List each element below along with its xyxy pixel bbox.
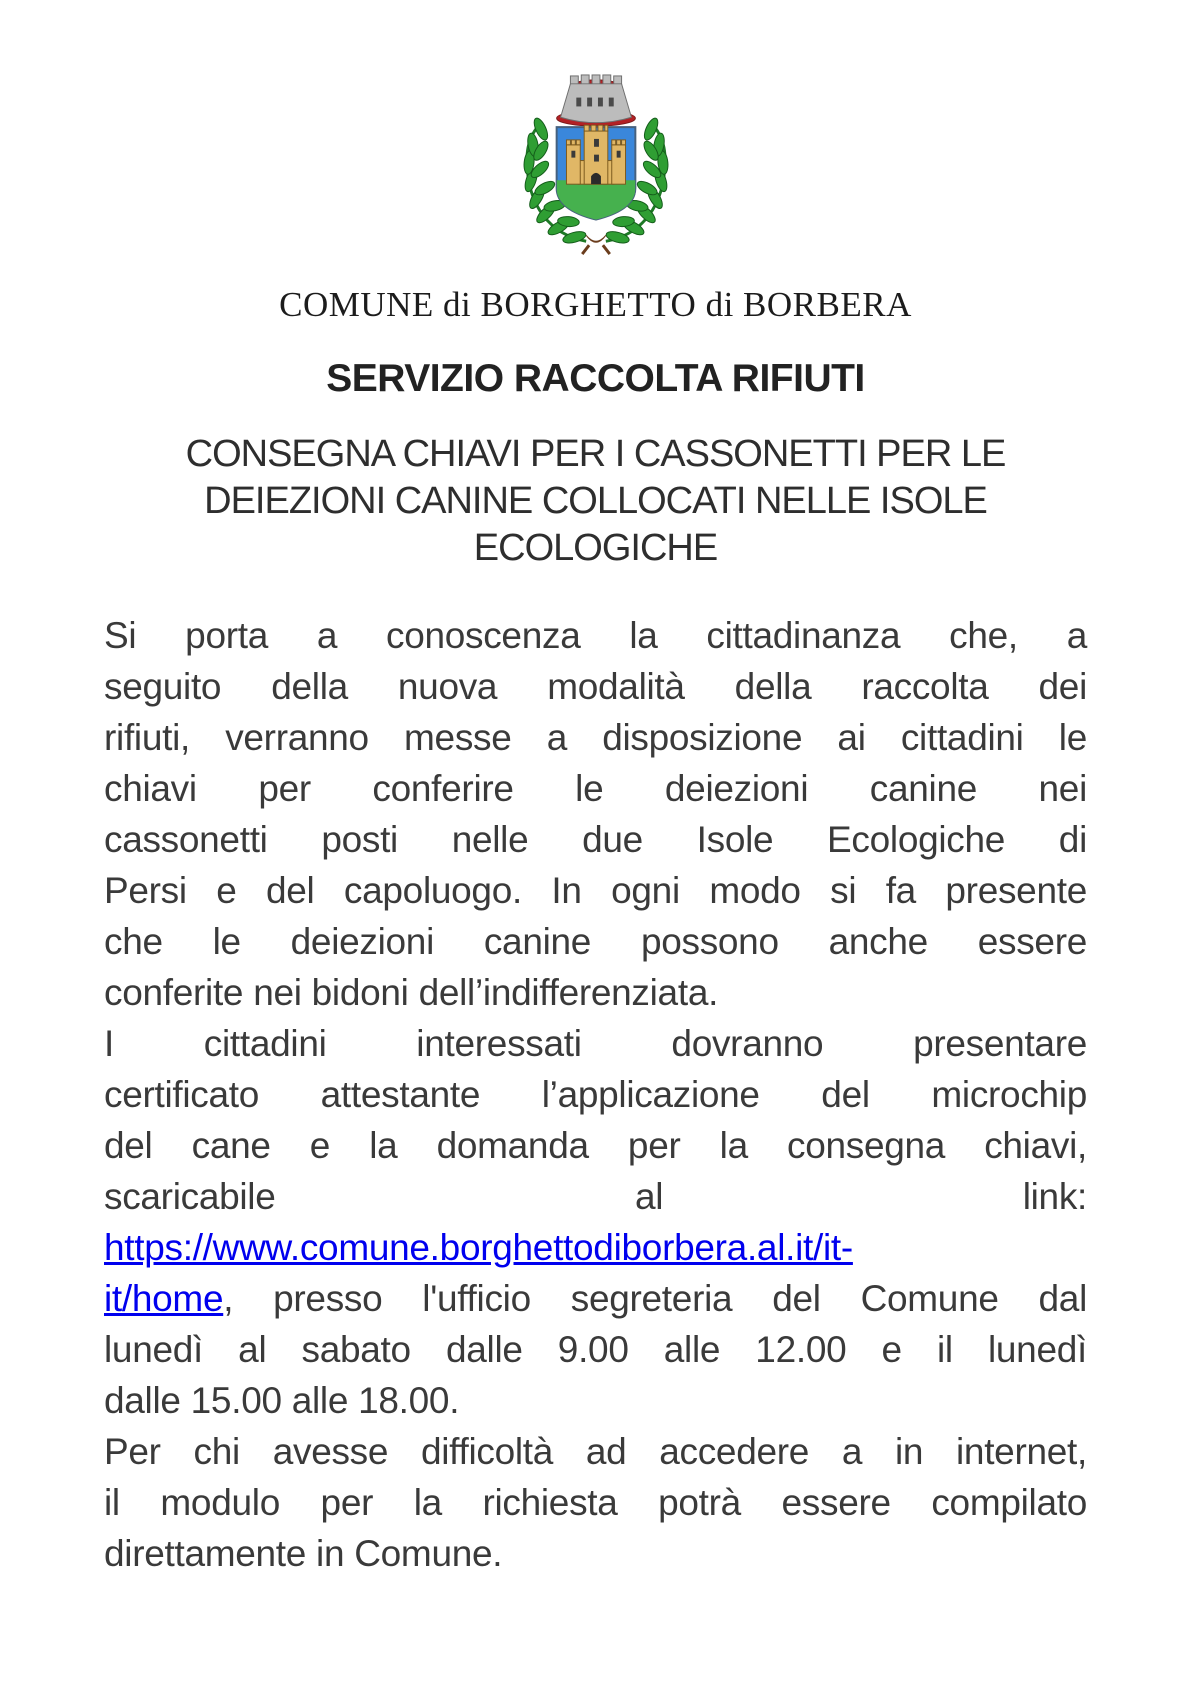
body-line — [104, 814, 1087, 865]
body-line — [104, 865, 1087, 916]
body-line — [104, 1426, 1087, 1477]
body-line — [104, 1120, 1087, 1171]
body-line — [104, 763, 1087, 814]
notice-title-line: ECOLOGICHE — [473, 527, 718, 569]
body-text: cassonetti posti nelle due Isole Ecologiche di — [104, 819, 1087, 860]
service-title: SERVIZIO RACCOLTA RIFIUTI — [326, 357, 865, 400]
document-body — [104, 610, 1087, 1579]
mural-crown-icon — [556, 75, 635, 126]
body-line — [104, 1018, 1087, 1069]
body-text: il modulo per la richiesta potrà essere compilato — [104, 1482, 1087, 1523]
municipal-coat-of-arms-icon — [490, 72, 702, 257]
body-line — [104, 1273, 1087, 1324]
body-text: che le deiezioni canine possono anche essere — [104, 921, 1087, 962]
body-text: I cittadini interessati dovranno presentare — [104, 1023, 1087, 1064]
body-text: chiavi per conferire le deiezioni canine nei — [104, 768, 1087, 809]
body-line — [104, 1171, 1087, 1222]
ribbon-icon — [582, 235, 610, 254]
body-text: del cane e la domanda per la consegna chiavi, — [104, 1125, 1087, 1166]
body-line — [104, 1375, 1087, 1426]
body-text: rifiuti, verranno messe a disposizione ai cittadini le — [104, 717, 1087, 758]
body-line — [104, 1324, 1087, 1375]
body-text: scaricabile al link: — [104, 1176, 1087, 1217]
body-text: Si porta a conoscenza la cittadinanza che, a — [104, 615, 1087, 656]
body-line — [104, 1477, 1087, 1528]
body-line — [104, 916, 1087, 967]
url-link[interactable]: it/home — [104, 1278, 224, 1319]
body-text: lunedì al sabato dalle 9.00 alle 12.00 e il lunedì — [104, 1329, 1087, 1370]
body-text: , presso l'ufficio segreteria del Comune dal — [223, 1278, 1087, 1319]
body-text: Per chi avesse difficoltà ad accedere a in internet, — [104, 1431, 1087, 1472]
body-line — [104, 967, 1087, 1018]
body-text: Persi e del capoluogo. In ogni modo si fa presente — [104, 870, 1087, 911]
crest-container — [0, 0, 1191, 257]
body-line — [104, 1069, 1087, 1120]
notice-title — [104, 431, 1087, 572]
body-line — [104, 610, 1087, 661]
body-text: conferite nei bidoni dell’indifferenziata. — [104, 972, 719, 1013]
notice-title-line: CONSEGNA CHIAVI PER I CASSONETTI PER LE — [185, 433, 1006, 475]
body-line — [104, 661, 1087, 712]
body-text: dalle 15.00 alle 18.00. — [104, 1380, 460, 1421]
body-line — [104, 712, 1087, 763]
body-text: direttamente in Comune. — [104, 1533, 503, 1574]
body-text: seguito della nuova modalità della raccolta dei — [104, 666, 1087, 707]
municipality-title: COMUNE di BORGHETTO di BORBERA — [279, 285, 912, 324]
body-line — [104, 1222, 1087, 1273]
notice-title-line: DEIEZIONI CANINE COLLOCATI NELLE ISOLE — [204, 480, 987, 522]
body-line — [104, 1528, 1087, 1579]
url-link[interactable]: https://www.comune.borghettodiborbera.al.it/it- — [104, 1227, 853, 1268]
body-text: certificato attestante l’applicazione del microchip — [104, 1074, 1087, 1115]
shield-icon — [556, 125, 635, 219]
